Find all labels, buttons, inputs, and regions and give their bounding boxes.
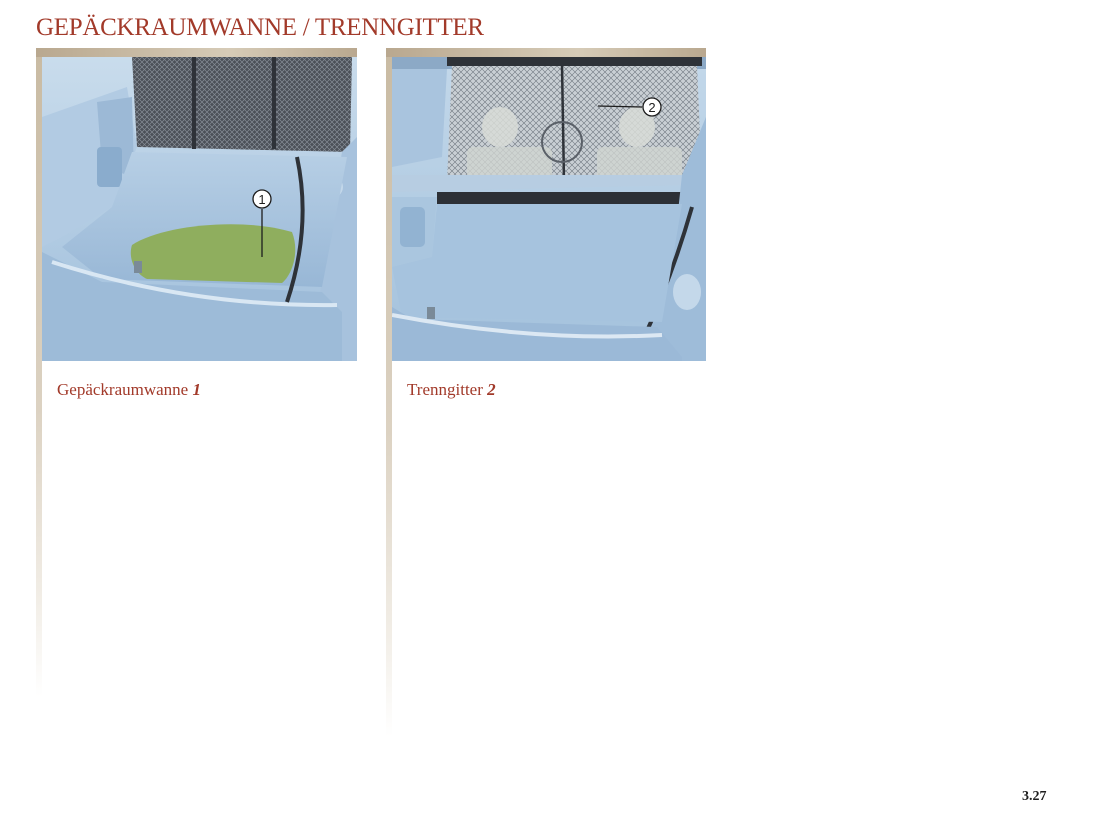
caption-separation-net-ref: 2 <box>487 380 496 399</box>
caption-separation-net-text: Trenngitter <box>407 380 483 399</box>
page-title: GEPÄCKRAUMWANNE / TRENNGITTER <box>36 14 484 41</box>
header-rule-left <box>36 48 357 57</box>
caption-trunk-tray-ref: 1 <box>192 380 201 399</box>
separation-net-photo <box>392 57 706 361</box>
callout-2: 2 <box>648 100 656 115</box>
caption-trunk-tray <box>57 380 201 400</box>
callout-1: 1 <box>258 192 266 207</box>
header-rule-right <box>386 48 706 57</box>
caption-trunk-tray-text: Gepäckraumwanne <box>57 380 189 399</box>
page-number: 3.27 <box>1022 789 1047 804</box>
trunk-tray-photo <box>42 57 357 361</box>
caption-separation-net <box>407 380 496 400</box>
